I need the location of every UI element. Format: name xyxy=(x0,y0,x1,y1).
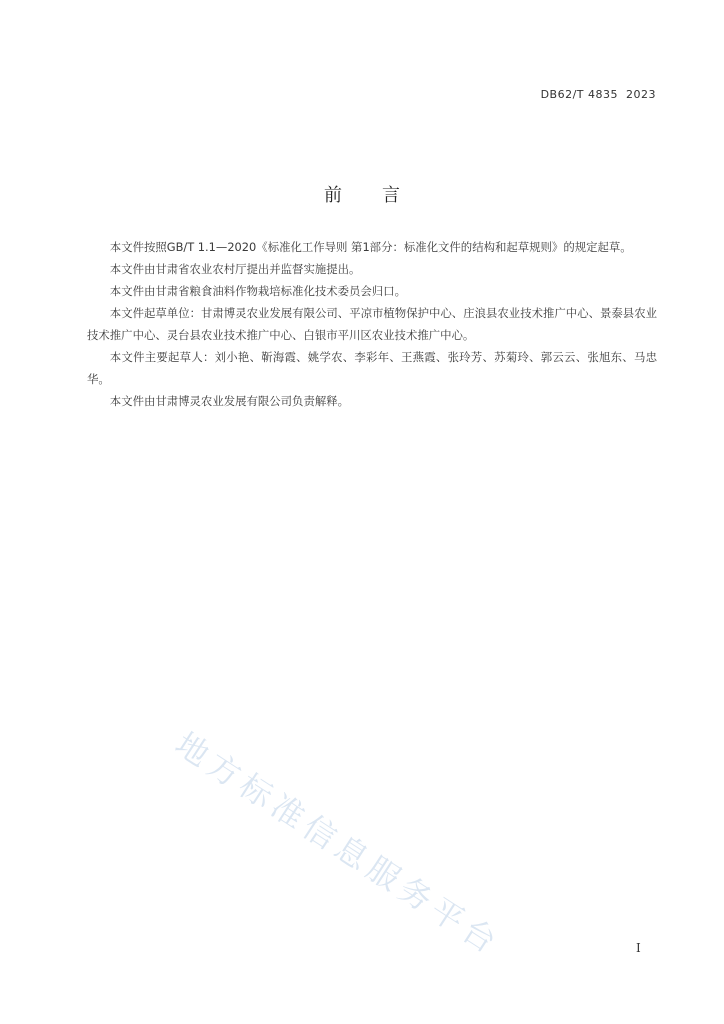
standard-code: DB62/T 4835 2023 xyxy=(540,88,656,101)
paragraph-interpretation: 本文件由甘肃博灵农业发展有限公司负责解释。 xyxy=(109,394,350,408)
paragraph-proposer: 本文件由甘肃省农业农村厅提出并监督实施提出。 xyxy=(109,262,361,276)
foreword-body xyxy=(87,236,657,412)
title-char-2: 言 xyxy=(382,185,400,206)
paragraph-drafting-rules: 本文件按照GB/T 1.1—2020《标准化工作导则 第1部分：标准化文件的结构和起草规则》的规定起草。 xyxy=(109,240,632,254)
title-char-1: 前 xyxy=(324,185,342,206)
paragraph-drafting-units: 本文件起草单位：甘肃博灵农业发展有限公司、平凉市植物保护中心、庄浪县农业技术推广中心、景泰县农业技术推广中心、灵台县农业技术推广中心、白银市平川区农业技术推广中心。 xyxy=(87,306,657,342)
watermark: 地方标准信息服务平台 xyxy=(168,724,508,964)
paragraph-committee: 本文件由甘肃省粮食油料作物栽培标准化技术委员会归口。 xyxy=(109,284,406,298)
page-title xyxy=(0,181,724,207)
page-number: I xyxy=(636,941,641,955)
paragraph-drafters: 本文件主要起草人：刘小艳、靳海霞、姚学农、李彩年、王燕霞、张玲芳、苏菊玲、郭云云、张旭东、马忠华。 xyxy=(87,350,657,386)
